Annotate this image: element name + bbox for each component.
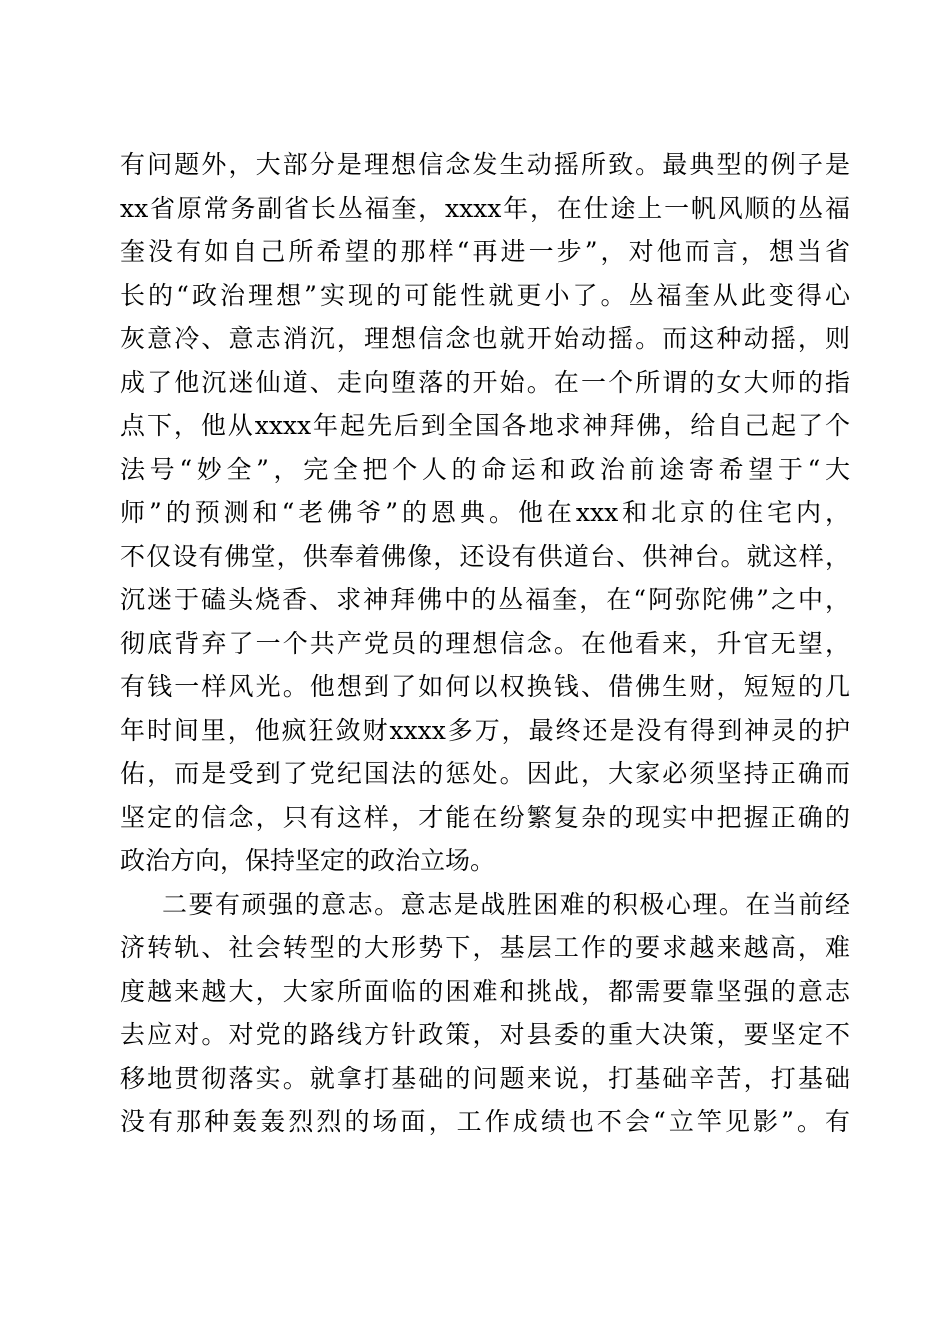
text-line: 灰意冷、意志消沉，理想信念也就开始动摇。而这种动摇，则 [120, 324, 850, 353]
text-line: 度越来越大，大家所面临的困难和挑战，都需要靠坚强的意志 [120, 976, 850, 1006]
body-text [120, 143, 850, 1144]
text-line: 不仅设有佛堂，供奉着佛像，还设有供道台、供神台。就这样， [120, 541, 850, 571]
paragraph-1 [120, 143, 850, 883]
text-line: xx省原常务副省长丛福奎，xxxx年，在仕途上一帆风顺的丛福 [120, 193, 850, 223]
text-line: 有问题外，大部分是理想信念发生动摇所致。最典型的例子是 [120, 150, 850, 179]
text-line: 去应对。对党的路线方针政策，对县委的重大决策，要坚定不 [120, 1020, 850, 1049]
paragraph-2 [120, 883, 850, 1144]
text-line: 移地贯彻落实。就拿打基础的问题来说，打基础辛苦，打基础 [120, 1063, 850, 1093]
text-line: 点下，他从xxxx年起先后到全国各地求神拜佛，给自己起了个 [120, 411, 850, 440]
text-line: 济转轨、社会转型的大形势下，基层工作的要求越来越高，难 [120, 933, 850, 962]
text-line: 彻底背弃了一个共产党员的理想信念。在他看来，升官无望， [120, 628, 850, 658]
text-line: 有钱一样风光。他想到了如何以权换钱、借佛生财，短短的几 [120, 672, 850, 701]
text-line: 坚定的信念，只有这样，才能在纷繁复杂的现实中把握正确的 [120, 802, 850, 832]
text-line: 法号“妙全”，完全把个人的命运和政治前途寄希望于“大 [120, 454, 850, 484]
text-line: 奎没有如自己所希望的那样“再进一步”，对他而言，想当省 [120, 237, 850, 266]
text-line: 年时间里，他疯狂敛财xxxx多万，最终还是没有得到神灵的护 [120, 715, 850, 745]
text-line: 长的“政治理想”实现的可能性就更小了。丛福奎从此变得心 [120, 280, 850, 310]
text-line: 佑，而是受到了党纪国法的惩处。因此，大家必须坚持正确而 [120, 759, 850, 788]
text-line: 没有那种轰轰烈烈的场面，工作成绩也不会“立竿见影”。有 [120, 1107, 850, 1136]
text-line: 政治方向，保持坚定的政治立场。 [120, 846, 496, 875]
text-line: 二要有顽强的意志。意志是战胜困难的积极心理。在当前经 [162, 889, 850, 919]
text-line: 师”的预测和“老佛爷”的恩典。他在xxx和北京的住宅内， [120, 498, 850, 527]
text-line: 沉迷于磕头烧香、求神拜佛中的丛福奎，在“阿弥陀佛”之中， [120, 585, 850, 614]
text-line: 成了他沉迷仙道、走向堕落的开始。在一个所谓的女大师的指 [120, 367, 850, 397]
